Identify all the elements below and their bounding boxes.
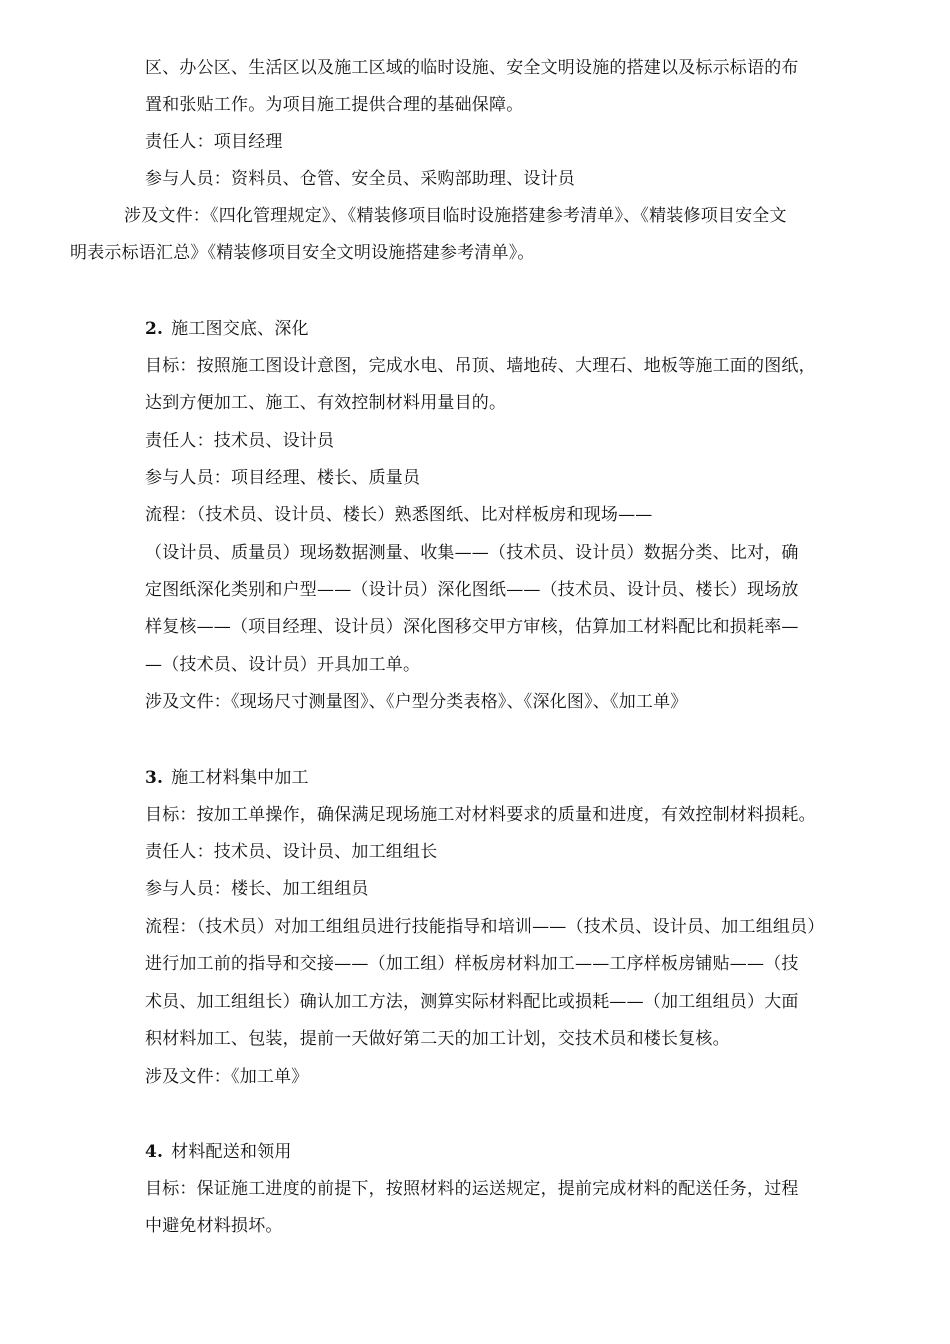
section-title: 材料配送和领用 [171, 1142, 292, 1162]
section-documents: 涉及文件：《现场尺寸测量图》、《户型分类表格》、《深化图》、《加工单》 [145, 692, 688, 712]
section-responsible: 责任人：技术员、设计员、加工组组长 [145, 842, 438, 862]
section-goal-line: 达到方便加工、施工、有效控制材料用量目的。 [145, 393, 507, 413]
section-heading [145, 317, 309, 341]
intro-line-2: 置和张贴工作。为项目施工提供合理的基础保障。 [145, 95, 524, 115]
section-process-line: 样复核——（项目经理、设计员）深化图移交甲方审核，估算加工材料配比和损耗率— [145, 617, 799, 637]
section-process-line: —（技术员、设计员）开具加工单。 [145, 655, 421, 675]
section-responsible: 责任人：技术员、设计员 [145, 431, 335, 451]
section-process-line: 进行加工前的指导和交接——（加工组）样板房材料加工——工序样板房铺贴——（技 [145, 954, 799, 974]
intro-participants: 参与人员：资料员、仓管、安全员、采购部助理、设计员 [145, 169, 575, 189]
section-process-line: 流程：（技术员、设计员、楼长）熟悉图纸、比对样板房和现场—— [145, 505, 653, 525]
section-title: 施工图交底、深化 [171, 319, 309, 339]
section-heading [145, 1140, 292, 1164]
section-goal-line: 目标：按加工单操作，确保满足现场施工对材料要求的质量和进度，有效控制材料损耗。 [145, 805, 816, 825]
intro-line-1: 区、办公区、生活区以及施工区域的临时设施、安全文明设施的搭建以及标示标语的布 [145, 58, 799, 78]
section-number: 4. [145, 1142, 164, 1162]
intro-documents-line-1: 涉及文件：《四化管理规定》、《精装修项目临时设施搭建参考清单》、《精装修项目安全文 [124, 206, 787, 226]
section-number: 2. [145, 319, 164, 339]
section-goal-line: 目标：按照施工图设计意图，完成水电、吊顶、墙地砖、大理石、地板等施工面的图纸， [145, 356, 816, 376]
section-goal-line: 目标：保证施工进度的前提下，按照材料的运送规定，提前完成材料的配送任务，过程 [145, 1179, 799, 1199]
section-participants: 参与人员：楼长、加工组组员 [145, 879, 369, 899]
intro-responsible: 责任人：项目经理 [145, 132, 283, 152]
section-process-line: 积材料加工、包装，提前一天做好第二天的加工计划，交技术员和楼长复核。 [145, 1029, 730, 1049]
section-process-line: 术员、加工组组长）确认加工方法，测算实际材料配比或损耗——（加工组组员）大面 [145, 992, 799, 1012]
section-number: 3. [145, 768, 164, 788]
section-participants: 参与人员：项目经理、楼长、质量员 [145, 468, 421, 488]
section-documents: 涉及文件：《加工单》 [145, 1067, 309, 1087]
intro-documents-line-2: 明表示标语汇总》《精装修项目安全文明设施搭建参考清单》。 [70, 243, 535, 263]
section-process-line: （设计员、质量员）现场数据测量、收集——（技术员、设计员）数据分类、比对，确 [145, 543, 799, 563]
section-goal-line: 中避免材料损坏。 [145, 1216, 283, 1236]
section-title: 施工材料集中加工 [171, 768, 309, 788]
section-heading [145, 766, 309, 790]
section-process-line: 定图纸深化类别和户型——（设计员）深化图纸——（技术员、设计员、楼长）现场放 [145, 580, 799, 600]
section-process-line: 流程：（技术员）对加工组组员进行技能指导和培训——（技术员、设计员、加工组组员） [145, 917, 825, 937]
